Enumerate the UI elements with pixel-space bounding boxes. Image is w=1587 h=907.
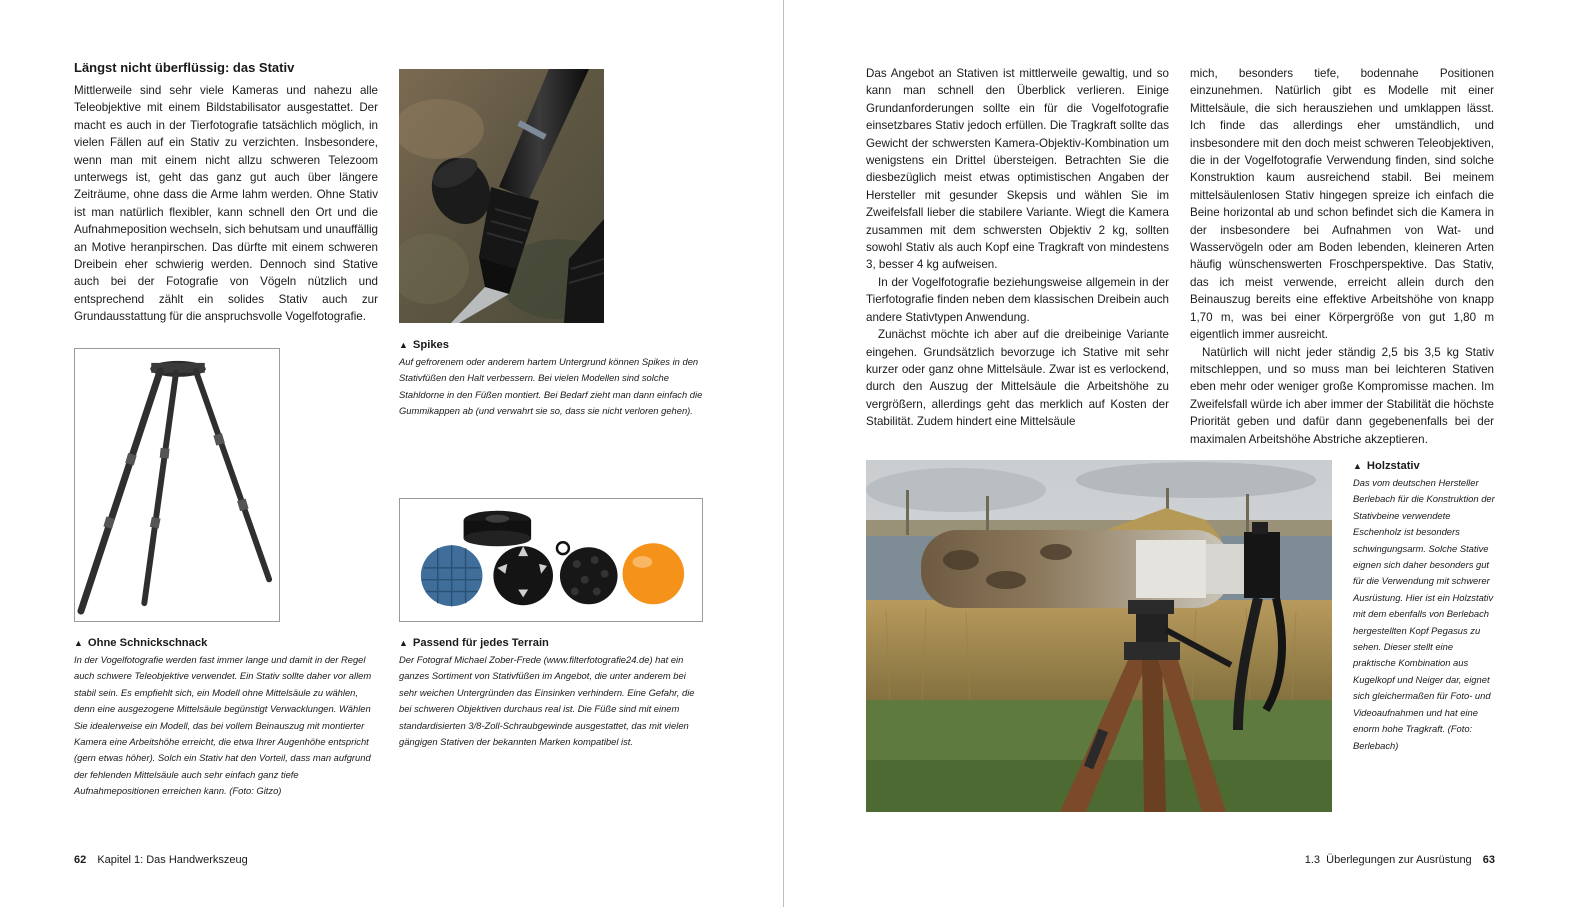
- body-paragraph: mich, besonders tiefe, bodennahe Positionen einzunehmen. Natürlich gibt es Modelle mit einer Mittelsäule, die sich herausziehen und umklappen lässt. Ich finde das allerdings eher umständlich, und insbesondere mit den doch meist schweren Teleobjektiven, die in der Vogelfotografie Verwendung finden, sind solche Konstruktion kaum ausreichend stabil. Bei meinem mittelsäulenlosen Stativ hingegen spreize ich einfach die Beine horizontal ab und schon befindet sich die Kamera in der insbesondere bei Aufnahmen von Wat- und Wasservögeln oder am Boden lebenden, kleineren Arten häufig wünschenswerten Froschperspektive. Das Stativ, das ich meist verwende, erreicht allein durch den Beinauszug bereits eine effektive Arbeitshöhe von knapp 1,70 m, was bei einer Körpergröße von gut 1,80 m eigentlich immer ausreicht.: [1190, 67, 1494, 342]
- body-paragraph: Natürlich will nicht jeder ständig 2,5 bis 3,5 kg Stativ mitschleppen, und so muss man bei leichteren Stativen eben mehr oder weniger große Kompromisse machen. Im Zweifelsfall würde ich aber immer der Stabilität die höchste Priorität geben und dafür dann gegebenenfalls bei der maximalen Arbeitshöhe Abstriche akzeptieren.: [1190, 345, 1494, 446]
- section-heading: Längst nicht überflüssig: das Stativ: [74, 60, 295, 75]
- tripod-photo: [74, 348, 280, 622]
- page-number: 63: [1482, 854, 1495, 866]
- house-arrow-icon: ▲: [399, 340, 408, 350]
- tripod-feet-photo: [399, 498, 703, 622]
- body-paragraph: In der Vogelfotografie beziehungsweise allgemein in der Tierfotografie finden neben dem klassischen Dreibein auch andere Stativtypen Anwendung.: [866, 275, 1169, 324]
- house-arrow-icon: ▲: [74, 638, 83, 648]
- caption-wooden-tripod: [1353, 457, 1495, 754]
- left-body-paragraph: Mittlerweile sind sehr viele Kameras und nahezu alle Teleobjektive mit einem Bildstabilisator ausgestattet. Der macht es auch in der Tierfotografie tatsächlich möglich, in vielen Fällen auf ein Stativ zu verzichten. Insbesondere, wenn man mit einem nicht allzu schweren Telezoom unterwegs ist, geht das ganz gut auch über längere Zeiträume, ohne dass die Arme lahm werden. Ohne Stativ ist man natürlich flexibler, kann schnell den Ort und die Aufnahmeposition wechseln, sich behutsam und unauffällig an Motive heranpirschen. Das dürfte mit einem schweren Dreibein eher schwierig werden. Dennoch sind Stative auch bei der Fotografie von Vögeln nützlich und entsprechend zählt ein solides Stativ auch zur Grundausstattung für die anspruchsvolle Vogelfotografie.: [74, 84, 378, 324]
- spikes-photo: [399, 69, 604, 323]
- caption-text: In der Vogelfotografie werden fast immer lange und damit in der Regel auch schwere Teleobjektive verwendet. Ein Stativ sollte daher vor allem stabil sein. Es empfiehlt sich, ein Modell ohne Mittelsäule zu wählen, denn eine ausgezogene Mittelsäule begünstigt Verwacklungen. Wählen Sie idealerweise ein Modell, das bei vollem Beinauszug mit montierter Kamera eine Arbeitshöhe erreicht, die etwa Ihrer Augenhöhe entspricht (gern etwas höher). Solch ein Stativ hat den Vorteil, dass man aufgrund der fehlenden Mittelsäule auch sehr einfach ganz tiefe Aufnahmepositionen erreichen kann. (Foto: Gitzo): [74, 654, 372, 797]
- body-paragraph: Zunächst möchte ich aber auf die dreibeinige Variante eingehen. Grundsätzlich bevorzuge ich Stative mit sehr kurzer oder ganz ohne Mittelsäule. Zwar ist es verlockend, durch den Auszug der Mittelsäule die Arbeitshöhe zu vergrößern, allerdings geht das merklich auf Kosten der Stabilität. Zudem hindert eine Mittelsäule: [866, 328, 1169, 429]
- left-body-column: [74, 82, 378, 326]
- caption-title: ▲ Ohne Schnickschnack: [74, 637, 208, 649]
- caption-text: Auf gefrorenem oder anderem hartem Untergrund können Spikes in den Stativfüßen den Halt verbessern. Bei vielen Modellen sind solche Stahldorne in den Füßen montiert. Bei Bedarf zieht man dann einfach die Gummikappen ab (und verwahrt sie so, dass sie nicht verloren gehen).: [399, 356, 703, 417]
- caption-title: ▲ Holzstativ: [1353, 457, 1495, 475]
- right-body-column-2: [1190, 65, 1494, 448]
- caption-terrain: [399, 634, 703, 750]
- caption-title: ▲ Passend für jedes Terrain: [399, 637, 549, 649]
- page-gutter: [783, 0, 784, 907]
- right-body-column-1: [866, 65, 1169, 431]
- left-footer: [74, 853, 248, 867]
- right-footer: [1305, 853, 1495, 867]
- house-arrow-icon: ▲: [1353, 461, 1362, 471]
- body-paragraph: Das Angebot an Stativen ist mittlerweile gewaltig, und so kann man schnell den Überblick verlieren. Einige Grundanforderungen sollte ein für die Vogelfotografie einsetzbares Stativ jedoch erfüllen. Die Tragkraft sollte das Gewicht der schwersten Kamera-Objektiv-Kombination um wenigstens ein Drittel übersteigen. Betrachten Sie die diesbezüglich meist etwas optimistischen Angaben der Hersteller mit gesunder Skepsis und wählen Sie im Zweifelsfall lieber die stabilere Variante. Wiegt die Kamera zusammen mit dem schwersten Objektiv 2 kg, sollten sowohl Stativ als auch Kopf eine Tragkraft von mindestens 3, besser 4 kg aufweisen.: [866, 67, 1169, 272]
- wooden-tripod-photo: [866, 460, 1332, 812]
- chapter-title: Kapitel 1: Das Handwerkszeug: [97, 854, 248, 866]
- caption-text: Das vom deutschen Hersteller Berlebach für die Konstruktion der Stativbeine verwendete Eschenholz ist besonders schwingungsarm. Solche Stative eignen sich daher besonders gut für die Verwendung mit schwerer Ausrüstung. Hier ist ein Holzstativ mit dem ebenfalls von Berlebach hergestellten Kopf Pegasus zu sehen. Dieser stellt eine praktische Kombination aus Kugelkopf und Neiger dar, eignet sich gleichermaßen für Foto- und Videoaufnahmen und hat eine enorm hohe Tragkraft. (Foto: Berlebach): [1353, 477, 1495, 751]
- section-title: 1.3 Überlegungen zur Ausrüstung: [1304, 854, 1472, 866]
- house-arrow-icon: ▲: [399, 638, 408, 648]
- caption-no-frills: [74, 634, 378, 800]
- caption-text: Der Fotograf Michael Zober-Frede (www.filterfotografie24.de) hat ein ganzes Sortiment von Stativfüßen im Angebot, die unter anderem bei sehr weichen Untergründen das Einsinken verhindern. Eine Gefahr, die bei schweren Objektiven durchaus real ist. Die Füße sind mit einem standardisierten 3/8-Zoll-Schraubgewinde ausgestattet, das mit vielen gängigen Stativen der bekannten Marken kompatibel ist.: [399, 654, 695, 748]
- caption-spikes: [399, 336, 703, 420]
- page-number: 62: [74, 854, 87, 866]
- caption-title: ▲ Spikes: [399, 339, 449, 351]
